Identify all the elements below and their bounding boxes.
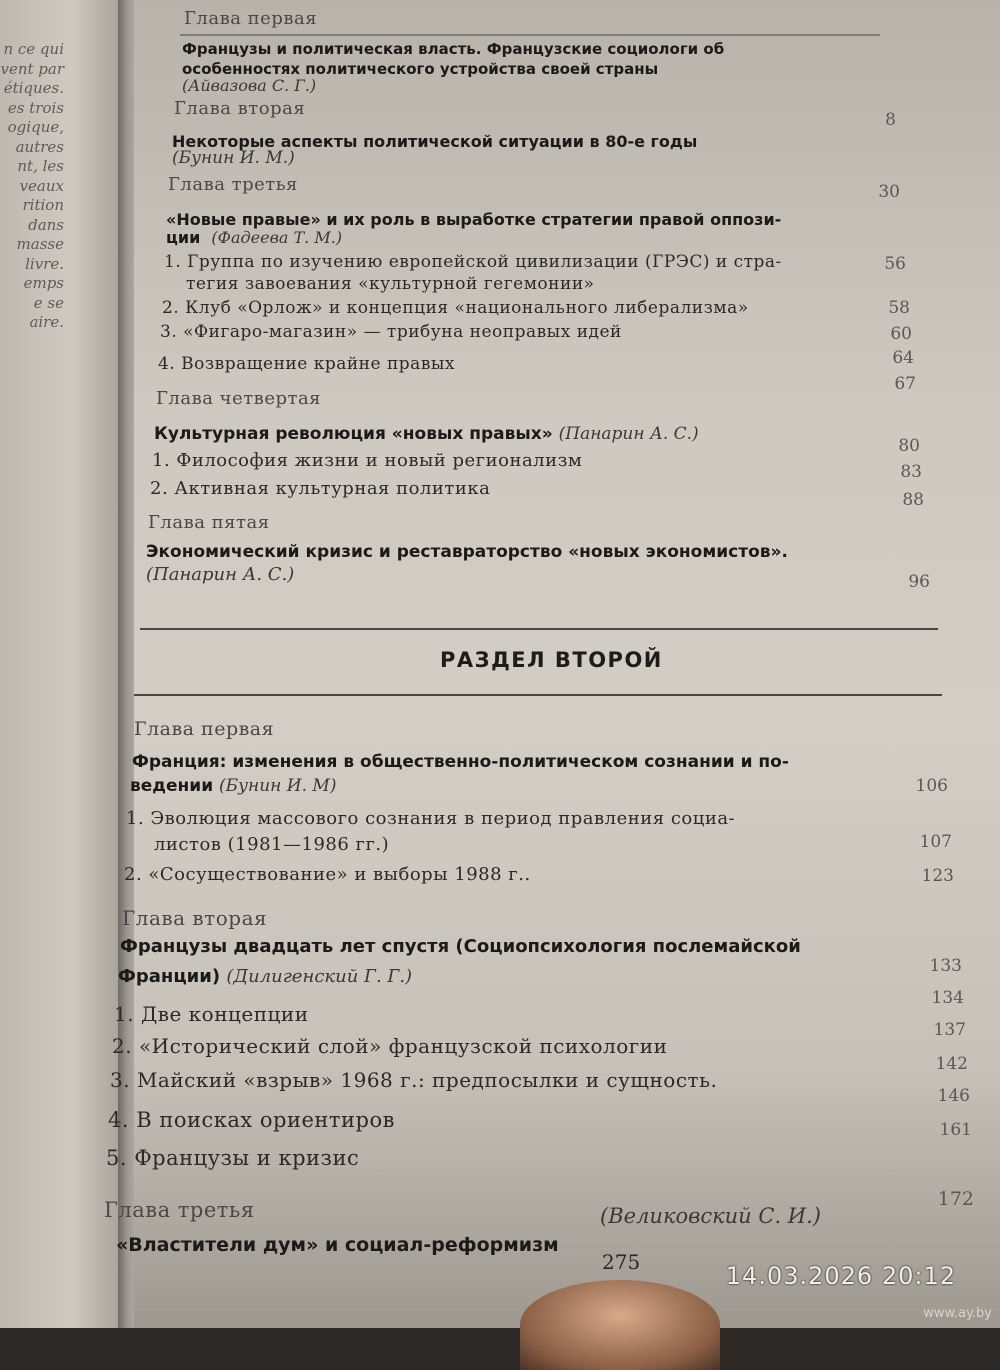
- photo-timestamp: 14.03.2026 20:12: [725, 1262, 956, 1290]
- chapter-title: Французы двадцать лет спустя (Социопсихология послемайской: [120, 936, 801, 957]
- chapter-label: Глава вторая: [174, 98, 306, 119]
- page-ref: 88: [902, 490, 924, 510]
- page-ref: 83: [900, 462, 922, 482]
- page-ref: 161: [939, 1120, 972, 1140]
- toc-item: 2. «Исторический слой» французской психологии: [112, 1034, 668, 1058]
- page-ref: 107: [919, 832, 952, 852]
- chapter-author: (Панарин А. С.): [558, 424, 699, 444]
- toc-item: 1. Две концепции: [114, 1002, 309, 1026]
- finger: [520, 1280, 720, 1370]
- section-rule-bottom: [134, 694, 942, 696]
- toc-item: 1. Философия жизни и новый регионализм: [152, 450, 583, 471]
- page-ref: 96: [908, 572, 930, 592]
- page-ref: 123: [921, 866, 954, 886]
- chapter-title-cont: особенностях политического устройства своей страны: [182, 60, 659, 78]
- page-ref: 30: [878, 182, 900, 202]
- section-rule-top: [140, 628, 938, 630]
- toc-item: 2. Клуб «Орлож» и концепция «национального либерализма»: [162, 298, 749, 318]
- chapter-title: Экономический кризис и реставраторство «новых экономистов».: [146, 542, 788, 562]
- chapter-title-row: [154, 424, 699, 444]
- chapter-title: Франция: изменения в общественно-политическом сознании и по-: [132, 752, 789, 772]
- left-page-text: n ce qui vent par étiques. es trois ogique, autres nt, les veaux rition dans masse livre. emps e se aire.: [0, 40, 64, 331]
- page-ref: 58: [888, 298, 910, 318]
- page-ref: 80: [898, 436, 920, 456]
- toc-item: 2. Активная культурная политика: [150, 478, 491, 499]
- chapter-author: (Айвазова С. Г.): [182, 76, 317, 95]
- toc-item: 4. В поисках ориентиров: [108, 1108, 395, 1132]
- page-ref: 146: [937, 1086, 970, 1106]
- chapter-author: (Дилигенский Г. Г.): [226, 966, 413, 987]
- chapter-title-cont-row: ведении (Бунин И. М): [130, 776, 337, 796]
- page-ref: 133: [929, 956, 962, 976]
- toc-item: 3. «Фигаро-магазин» — трибуна неоправых идей: [160, 322, 622, 342]
- page-ref: 8: [885, 110, 896, 130]
- watermark: www.ay.by: [923, 1306, 992, 1321]
- chapter-author: (Панарин А. С.): [146, 564, 295, 585]
- chapter-label: Глава третья: [104, 1198, 255, 1222]
- page-ref: 137: [933, 1020, 966, 1040]
- chapter-label: Глава первая: [134, 718, 275, 740]
- toc-item: 2. «Сосуществование» и выборы 1988 г..: [124, 864, 531, 885]
- page-ref: 134: [931, 988, 964, 1008]
- chapter-title: Французы и политическая власть. Французские социологи об: [182, 40, 725, 58]
- page-ref: 172: [937, 1188, 974, 1210]
- toc-item-cont: тегия завоевания «культурной гегемонии»: [186, 274, 595, 294]
- chapter-title: Культурная революция «новых правых»: [154, 424, 553, 444]
- chapter-label: Глава пятая: [148, 512, 270, 533]
- chapter-author: (Бунин И. М): [219, 776, 337, 796]
- chapter-author: (Великовский С. И.): [600, 1204, 821, 1228]
- chapter-label: Глава вторая: [122, 906, 268, 930]
- page-ref: 142: [935, 1054, 968, 1074]
- page-ref: 60: [890, 324, 912, 344]
- toc-item: 3. Майский «взрыв» 1968 г.: предпосылки и сущность.: [110, 1068, 718, 1092]
- chapter-title-cont-row: Франции) (Дилигенский Г. Г.): [118, 966, 413, 987]
- chapter-author: (Фадеева Т. М.): [211, 228, 343, 247]
- chapter-title-cont: ции (Фадеева Т. М.): [166, 228, 343, 247]
- toc-item: 5. Французы и кризис: [106, 1146, 360, 1170]
- toc-item: 1. Эволюция массового сознания в период правления социа-: [126, 808, 736, 829]
- page-ref: 67: [894, 374, 916, 394]
- chapter-label: Глава первая: [184, 8, 318, 29]
- page-ref: 56: [884, 254, 906, 274]
- chapter-title: Некоторые аспекты политической ситуации в 80-е годы: [172, 132, 698, 151]
- page-ref: 64: [892, 348, 914, 368]
- page-number: 275: [602, 1250, 641, 1274]
- chapter-title: «Властители дум» и социал-реформизм: [116, 1234, 559, 1256]
- top-rule: [180, 34, 880, 36]
- chapter-title: «Новые правые» и их роль в выработке стратегии правой оппози-: [166, 210, 782, 229]
- section-heading: РАЗДЕЛ ВТОРОЙ: [440, 648, 663, 672]
- toc-item: 4. Возвращение крайне правых: [158, 354, 456, 374]
- contents-page: [104, 0, 1000, 1328]
- chapter-author: (Бунин И. М.): [172, 148, 295, 168]
- chapter-label: Глава четвертая: [156, 388, 322, 409]
- page-ref: 106: [915, 776, 948, 796]
- toc-item: 1. Группа по изучению европейской цивилизации (ГРЭС) и стра-: [164, 252, 782, 272]
- chapter-label: Глава третья: [168, 174, 298, 195]
- left-page-edge: [0, 0, 120, 1328]
- toc-item-cont: листов (1981—1986 гг.): [154, 834, 390, 855]
